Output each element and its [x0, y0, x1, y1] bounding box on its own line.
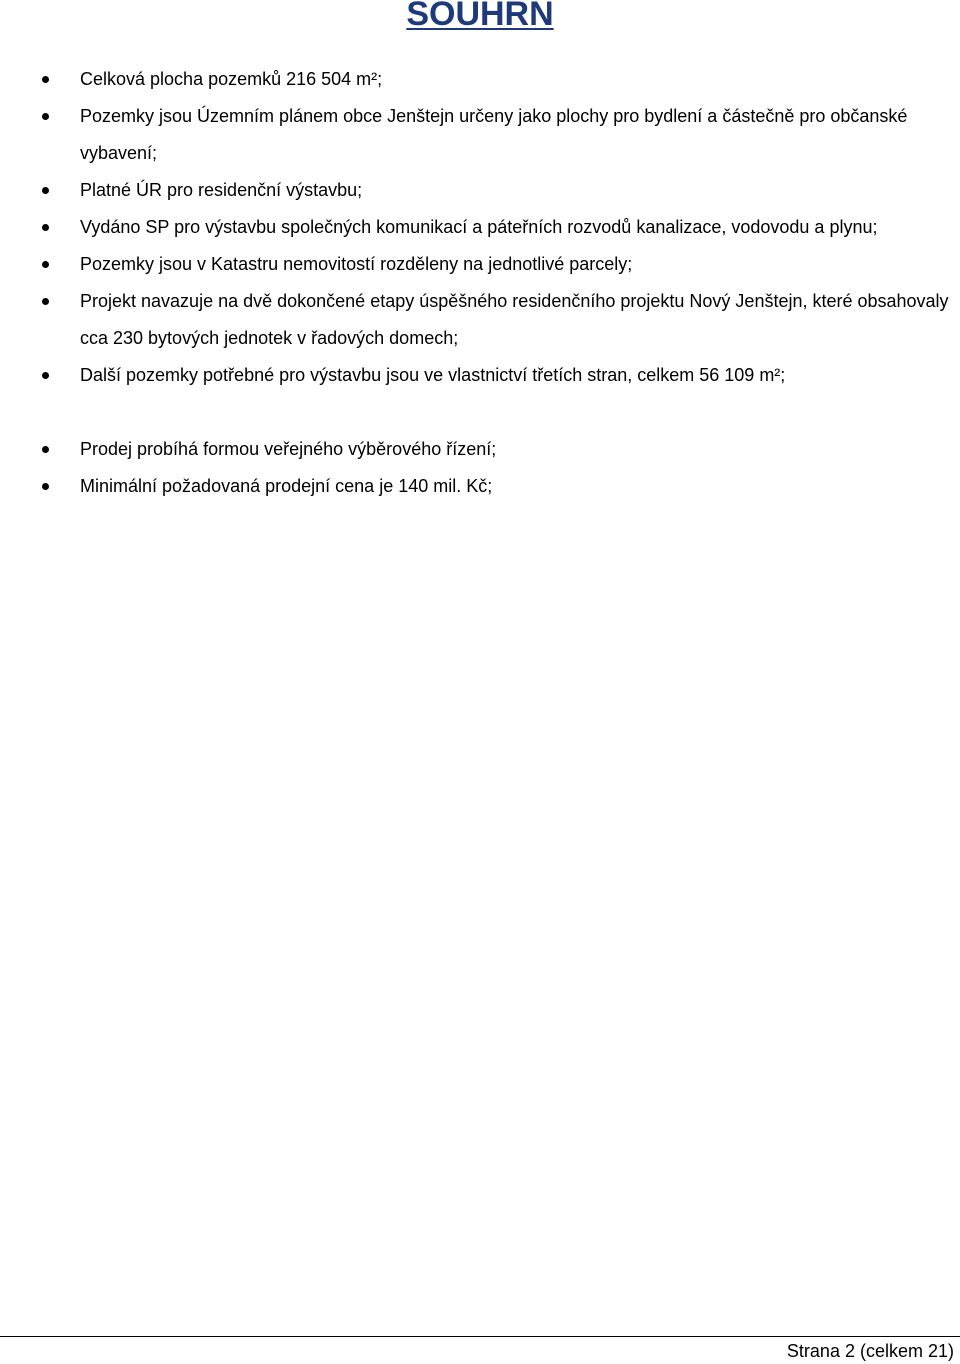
- list-item: [0, 61, 960, 98]
- bullet-icon: [42, 187, 49, 194]
- list-item: [0, 283, 960, 357]
- list-item: [0, 209, 960, 246]
- list-item-text: Celková plocha pozemků 216 504 m²;: [80, 69, 383, 89]
- list-item: [0, 468, 960, 505]
- list-item-text: Pozemky jsou Územním plánem obce Jenštejn určeny jako plochy pro bydlení a částečně pro občanské vybavení;: [80, 106, 908, 163]
- bullet-icon: [42, 113, 49, 120]
- bullet-icon: [42, 224, 49, 231]
- list-item: [0, 431, 960, 468]
- list-item-text: Projekt navazuje na dvě dokončené etapy úspěšného residenčního projektu Nový Jenštejn, které obsahovaly cca 230 bytových jednotek v řadových domech;: [80, 291, 949, 348]
- list-item-text: Vydáno SP pro výstavbu společných komunikací a páteřních rozvodů kanalizace, vodovodu a plynu;: [80, 217, 878, 237]
- bullet-icon: [42, 298, 49, 305]
- page-title: [0, 0, 960, 34]
- list-item-text: Minimální požadovaná prodejní cena je 140 mil. Kč;: [80, 476, 493, 496]
- bullet-icon: [42, 483, 49, 490]
- bullet-icon: [42, 372, 49, 379]
- bullet-icon: [42, 261, 49, 268]
- list-item-text: Další pozemky potřebné pro výstavbu jsou ve vlastnictví třetích stran, celkem 56 109 m²;: [80, 365, 786, 385]
- summary-list: [0, 61, 960, 505]
- list-item: [0, 246, 960, 283]
- bullet-icon: [42, 446, 49, 453]
- footer-divider: [0, 1336, 960, 1337]
- page-number: Strana 2 (celkem 21): [786, 1341, 954, 1361]
- list-item-text: Prodej probíhá formou veřejného výběrového řízení;: [80, 439, 497, 459]
- list-item: [0, 98, 960, 172]
- list-item: [0, 172, 960, 209]
- page-title-text: SOUHRN: [406, 0, 554, 33]
- list-item-text: Pozemky jsou v Katastru nemovitostí rozděleny na jednotlivé parcely;: [80, 254, 633, 274]
- list-item-text: Platné ÚR pro residenční výstavbu;: [80, 180, 363, 200]
- bullet-icon: [42, 76, 49, 83]
- list-item: [0, 357, 960, 394]
